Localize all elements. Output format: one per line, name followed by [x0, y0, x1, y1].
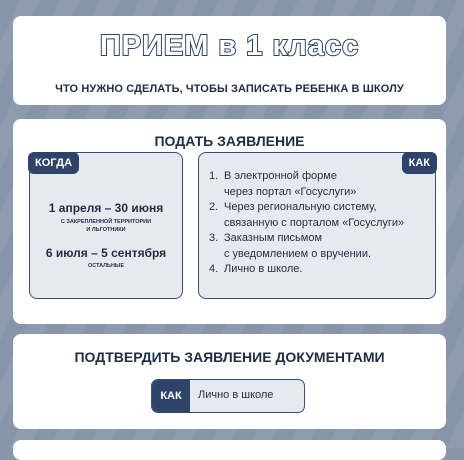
confirm-how-tag: КАК — [152, 380, 190, 412]
apply-card — [13, 119, 446, 324]
date-range-secondary-note: ОСТАЛЬНЫЕ — [87, 263, 124, 269]
when-tag: КОГДА — [28, 152, 79, 174]
date-range-primary-note: С ЗАКРЕПЛЕННОЙ ТЕРРИТОРИИ И ЛЬГОТНИКИ — [60, 219, 152, 233]
list-item: 2. Через региональную систему, связанную с порталом «Госуслуги» — [209, 201, 405, 229]
list-item: 3. Заказным письмом с уведомлением о вручении. — [209, 232, 372, 260]
how-tag: КАК — [402, 152, 437, 174]
apply-section-title: ПОДАТЬ ЗАЯВЛЕНИЕ — [154, 133, 305, 149]
date-range-secondary: 6 июля – 5 сентября — [45, 246, 167, 260]
confirm-card — [13, 334, 446, 429]
page-subtitle: ЧТО НУЖНО СДЕЛАТЬ, ЧТОБЫ ЗАПИСАТЬ РЕБЕНКА В ШКОЛУ — [55, 83, 404, 95]
confirm-method-box — [151, 379, 305, 413]
how-panel — [198, 152, 436, 299]
list-item: 4. Лично в школе. — [209, 263, 303, 275]
date-range-primary: 1 апреля – 30 июня — [48, 201, 164, 215]
header-card — [13, 16, 446, 105]
confirm-section-title: ПОДТВЕРДИТЬ ЗАЯВЛЕНИЕ ДОКУМЕНТАМИ — [74, 349, 385, 365]
application-methods-list — [209, 169, 404, 278]
page-title: ПРИЕМ в 1 класс — [99, 30, 360, 62]
confirm-method-value: Лично в школе — [198, 389, 274, 401]
next-card-partial — [13, 440, 446, 460]
list-item: 1. В электронной форме через портал «Госуслуги» — [209, 170, 357, 198]
when-panel — [29, 152, 183, 299]
